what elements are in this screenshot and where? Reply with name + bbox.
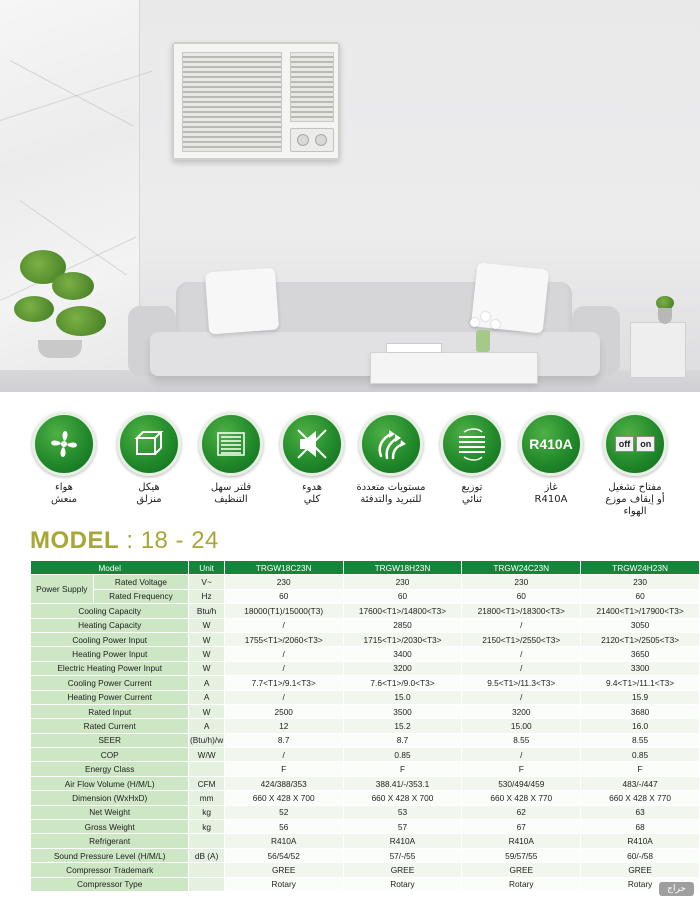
row-value: GREE [343,863,462,877]
row-value: 16.0 [581,719,700,733]
row-value: 8.55 [581,733,700,747]
model-heading: MODEL : 18 - 24 [30,527,219,554]
row-value: R410A [462,834,581,848]
table-row [31,848,700,862]
row-value: 57 [343,820,462,834]
row-unit: CFM [189,776,224,790]
row-value: 1715<T1>/2030<T3> [343,632,462,646]
row-value: 2500 [224,704,343,718]
row-value: GREE [224,863,343,877]
row-label: Cooling Power Input [31,632,189,646]
row-value: 424/388/353 [224,776,343,790]
window-ac-unit [172,42,340,160]
table-row [31,733,700,747]
row-label: Sound Pressure Level (H/M/L) [31,848,189,862]
row-value: 1755<T1>/2060<T3> [224,632,343,646]
row-label: Energy Class [31,762,189,776]
row-value: 17600<T1>/14800<T3> [343,604,462,618]
row-value: / [462,690,581,704]
header-model-3: TRGW24C23N [462,561,581,575]
row-value: 63 [581,805,700,819]
spec-table [30,560,700,892]
table-row [31,820,700,834]
row-value: 2150<T1>/2550<T3> [462,632,581,646]
header-model-1: TRGW18C23N [224,561,343,575]
row-label: Refrigerant [31,834,189,848]
mute-speaker-icon [280,412,344,476]
row-value: 15.00 [462,719,581,733]
pillow [205,268,279,335]
row-unit: A [189,690,224,704]
row-value: 660 X 428 X 700 [343,791,462,805]
table-row [31,834,700,848]
row-label: Gross Weight [31,820,189,834]
row-value: 67 [462,820,581,834]
feature-multi-level: مستويات متعددة للتبريد والتدفئة [353,412,429,506]
power-supply-label: Power Supply [31,575,94,604]
row-label: Cooling Capacity [31,604,189,618]
row-label: Rated Current [31,719,189,733]
feature-easy-filter: فلتر سهل التنظيف [193,412,269,506]
row-unit [189,834,224,848]
table-row [31,805,700,819]
header-unit: Unit [189,561,224,575]
row-value: 15.9 [581,690,700,704]
row-value: F [462,762,581,776]
row-label: Rated Frequency [93,589,189,603]
row-value: 7.7<T1>/9.1<T3> [224,676,343,690]
row-value: Rotary [462,877,581,891]
watermark: حراج [659,882,694,896]
row-value: GREE [462,863,581,877]
row-unit: W [189,647,224,661]
header-model-2: TRGW18H23N [343,561,462,575]
feature-dual-distribution: توزيع ثنائي [434,412,510,506]
table-row [31,575,700,589]
table-row [31,618,700,632]
row-unit: dB (A) [189,848,224,862]
row-value: 60/-/58 [581,848,700,862]
row-value: 230 [343,575,462,589]
row-label: SEER [31,733,189,747]
row-value: 230 [224,575,343,589]
row-label: Electric Heating Power Input [31,661,189,675]
table-row [31,863,700,877]
row-value: 68 [581,820,700,834]
row-unit: (Btu/h)/w [189,733,224,747]
row-value: / [462,647,581,661]
row-unit [189,863,224,877]
row-value: R410A [343,834,462,848]
row-value: F [224,762,343,776]
row-value: 3200 [343,661,462,675]
row-value: R410A [581,834,700,848]
row-value: 8.7 [224,733,343,747]
row-value: 0.85 [343,748,462,762]
row-value: 230 [581,575,700,589]
row-value: 12 [224,719,343,733]
row-unit: mm [189,791,224,805]
row-value: 0.85 [581,748,700,762]
row-value: / [462,748,581,762]
row-value: 3500 [343,704,462,718]
row-value: 2850 [343,618,462,632]
row-value: Rotary [581,877,700,891]
row-value: 15.0 [343,690,462,704]
row-value: 59/57/55 [462,848,581,862]
row-value: / [462,661,581,675]
header-model: Model [31,561,189,575]
row-label: Heating Power Current [31,690,189,704]
header-model-4: TRGW24H23N [581,561,700,575]
row-value: 3050 [581,618,700,632]
row-unit: W [189,632,224,646]
row-value: 530/494/459 [462,776,581,790]
r410a-icon: R410A [519,412,583,476]
row-value: F [343,762,462,776]
row-value: / [224,748,343,762]
row-label: Heating Power Input [31,647,189,661]
row-value: Rotary [224,877,343,891]
row-unit: Btu/h [189,604,224,618]
table-row [31,589,700,603]
row-unit: A [189,719,224,733]
table-row [31,647,700,661]
row-value: 8.7 [343,733,462,747]
row-value: 9.5<T1>/11.3<T3> [462,676,581,690]
row-value: 660 X 428 X 770 [581,791,700,805]
row-value: 57/-/55 [343,848,462,862]
row-unit: V~ [189,575,224,589]
row-value: 2120<T1>/2505<T3> [581,632,700,646]
table-row [31,690,700,704]
row-value: / [224,647,343,661]
row-unit: W [189,618,224,632]
row-value: Rotary [343,877,462,891]
row-unit: W/W [189,748,224,762]
hero-image [0,0,700,392]
row-value: 53 [343,805,462,819]
row-value: 60 [343,589,462,603]
row-value: 56 [224,820,343,834]
side-table [630,322,686,378]
coffee-table [370,352,538,384]
row-value: 60 [224,589,343,603]
row-label: Dimension (WxHxD) [31,791,189,805]
row-label: Cooling Power Current [31,676,189,690]
row-label: Rated Voltage [93,575,189,589]
table-row [31,791,700,805]
row-value: 21400<T1>/17900<T3> [581,604,700,618]
row-label: Compressor Type [31,877,189,891]
table-row [31,604,700,618]
feature-silent: هدوء كلي [274,412,350,506]
row-label: Air Flow Volume (H/M/L) [31,776,189,790]
row-value: 660 X 428 X 770 [462,791,581,805]
row-value: 3680 [581,704,700,718]
row-value: 8.55 [462,733,581,747]
on-off-switch-icon: off on [603,412,667,476]
row-value: 62 [462,805,581,819]
row-unit: W [189,704,224,718]
row-value: 3300 [581,661,700,675]
row-value: / [224,661,343,675]
row-label: COP [31,748,189,762]
row-unit: A [189,676,224,690]
feature-fresh-air: هواء منعش [26,412,102,506]
dual-distribution-icon [440,412,504,476]
table-row [31,719,700,733]
row-unit: Hz [189,589,224,603]
row-value: 483/-/447 [581,776,700,790]
table-row [31,748,700,762]
row-value: 15.2 [343,719,462,733]
row-value: R410A [224,834,343,848]
row-value: 388.41/-/353.1 [343,776,462,790]
table-row [31,762,700,776]
row-value: 7.6<T1>/9.0<T3> [343,676,462,690]
row-value: / [224,690,343,704]
row-value: 9.4<T1>/11.1<T3> [581,676,700,690]
row-value: 3400 [343,647,462,661]
row-unit: W [189,661,224,675]
row-value: 52 [224,805,343,819]
table-row [31,877,700,891]
table-row [31,661,700,675]
multi-level-icon [359,412,423,476]
row-value: 60 [462,589,581,603]
table-row [31,676,700,690]
feature-sliding-chassis: هيكل منزلق [111,412,187,506]
row-label: Net Weight [31,805,189,819]
row-value: GREE [581,863,700,877]
row-unit [189,762,224,776]
row-value: / [224,618,343,632]
row-value: 56/54/52 [224,848,343,862]
feature-icons [0,392,700,522]
vase [476,330,490,352]
row-unit: kg [189,820,224,834]
row-unit: kg [189,805,224,819]
row-value: / [462,618,581,632]
table-row [31,704,700,718]
fan-icon [32,412,96,476]
table-row [31,776,700,790]
sliding-chassis-icon [117,412,181,476]
row-value: 3200 [462,704,581,718]
row-value: 21800<T1>/18300<T3> [462,604,581,618]
row-value: 18000(T1)/15000(T3) [224,604,343,618]
row-label: Heating Capacity [31,618,189,632]
row-value: 3650 [581,647,700,661]
table-header-row [31,561,700,575]
row-value: 660 X 428 X 700 [224,791,343,805]
feature-on-off-switch: off on مفتاح تشغيل أو إيقاف موزع الهواء [594,412,676,518]
pillow [471,262,549,333]
row-unit [189,877,224,891]
row-label: Compressor Trademark [31,863,189,877]
row-value: 60 [581,589,700,603]
row-value: 230 [462,575,581,589]
filter-icon [199,412,263,476]
row-label: Rated Input [31,704,189,718]
row-value: F [581,762,700,776]
feature-r410a: R410A غاز R410A [513,412,589,506]
table-row [31,632,700,646]
